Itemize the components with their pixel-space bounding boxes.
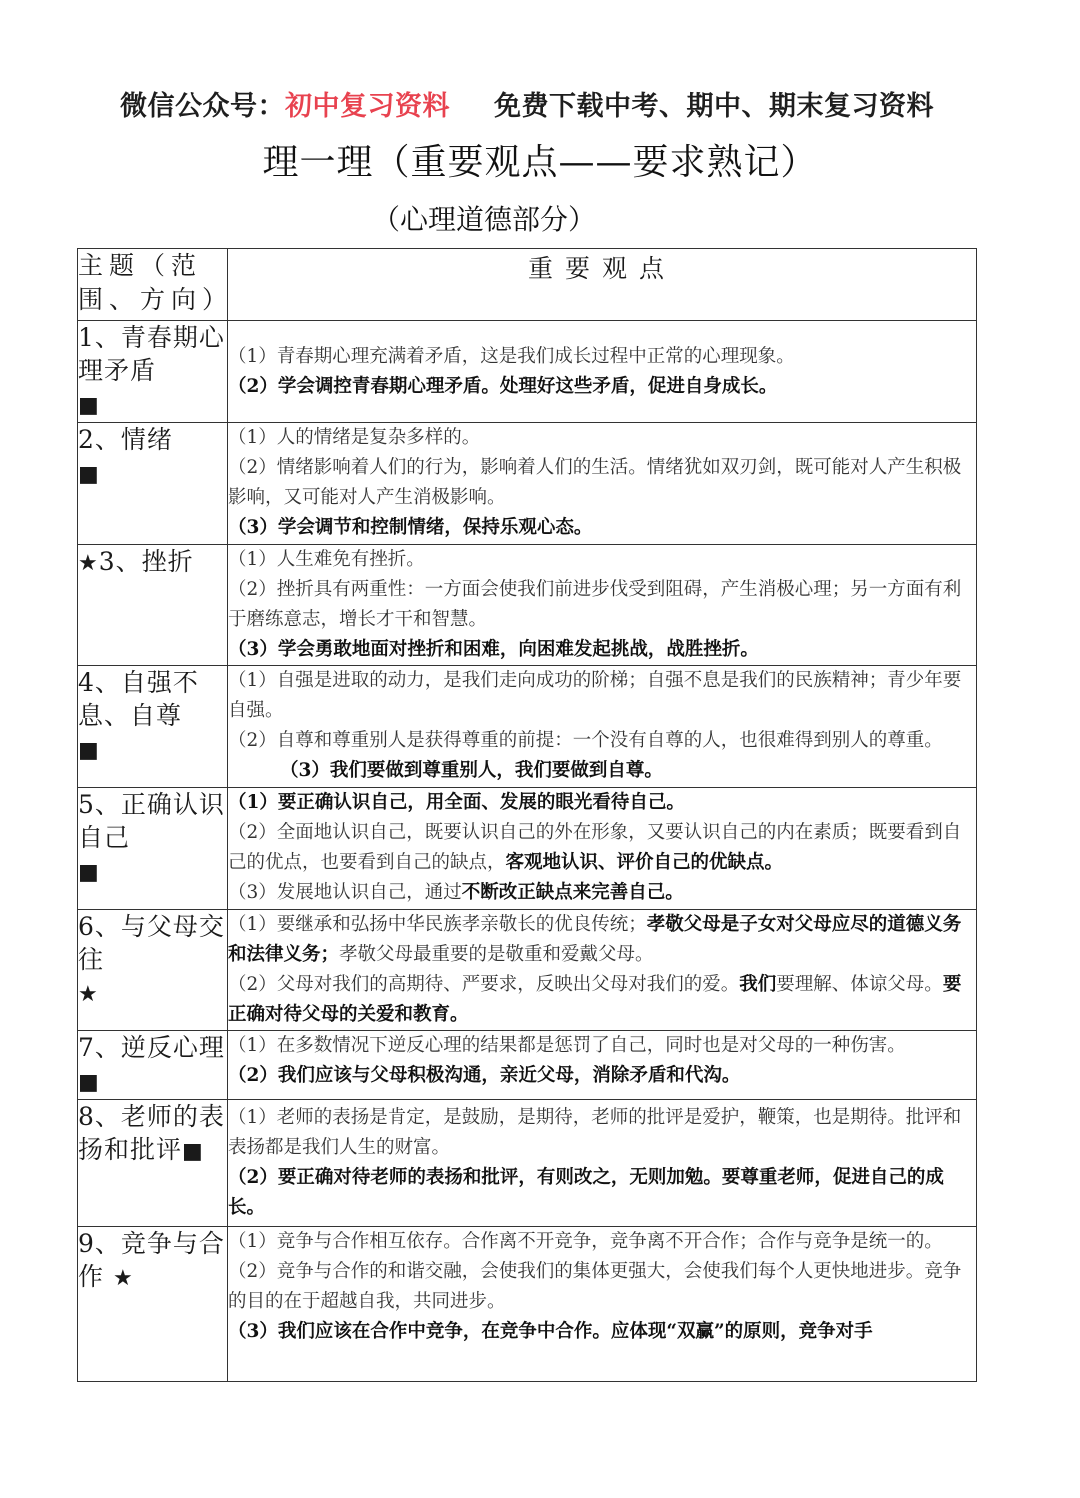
point-text: （2）全面地认识自己，既要认识自己的外在形象，又要认识自己的内在素质；既要看到自己的优点，也要看到自己的缺点， [228,822,962,873]
square-marker-icon: ■ [78,393,100,418]
point-text-bold: 我们 [739,974,777,995]
point-text: （1）人的情绪是复杂多样的。 [228,427,481,448]
topic-cell [78,1031,228,1100]
topic-text: 8、老师的表扬和批评 [78,1102,225,1164]
point-text: （2）挫折具有两重性：一方面会使我们前进步伐受到阻碍，产生消极心理；另一方面有利于磨练意志，增长才干和智慧。 [228,579,962,630]
point-text: （1）老师的表扬是肯定，是鼓励，是期待，老师的批评是爱护，鞭策，也是期待。批评和表扬都是我们人生的财富。 [228,1107,962,1158]
point-text: （3）我们应该在合作中竞争，在竞争中合作。应体现“双赢”的原则，竞争对手 [228,1321,873,1342]
table-header-row [78,249,977,321]
point-text: （1）竞争与合作相互依存。合作离不开竞争，竞争离不开合作；合作与竞争是统一的。 [228,1231,943,1252]
point-text: （2）情绪影响着人们的行为，影响着人们的生活。情绪犹如双刃剑，既可能对人产生积极影响，又可能对人产生消极影响。 [228,457,962,508]
table-row [78,1227,977,1382]
point-text: （1）要正确认识自己，用全面、发展的眼光看待自己。 [228,792,685,813]
topic-column-header: 主题（范围、方向） [78,249,228,321]
point-text: （2）我们应该与父母积极沟通，亲近父母，消除矛盾和代沟。 [228,1065,741,1086]
table-row [78,423,977,545]
banner-tagline: 免费下载中考、期中、期末复习资料 [494,91,934,122]
points-cell [228,1100,977,1227]
point-text-bold: 客观地认识、评价自己的优缺点。 [505,852,784,873]
banner [120,84,960,124]
points-cell [228,423,977,545]
point-text-bold: 不断改正缺点来完善自己。 [461,882,684,903]
point-text: （2）自尊和尊重别人是获得尊重的前提：一个没有自尊的人，也很难得到别人的尊重。 [228,730,943,751]
table-row [78,910,977,1031]
points-cell [228,545,977,666]
points-cell [228,321,977,423]
point-text: （2）学会调控青春期心理矛盾。处理好这些矛盾，促进自身成长。 [228,375,778,397]
topic-text: 4、自强不息、自尊 [78,668,199,730]
points-column-header: 重要观点 [228,249,977,321]
banner-prefix: 微信公众号： [120,91,285,122]
table-row [78,545,977,666]
points-cell [228,788,977,910]
topic-text: 2、情绪 [78,425,173,454]
point-text: （1）青春期心理充满着矛盾，这是我们成长过程中正常的心理现象。 [228,345,795,367]
points-cell [228,666,977,788]
table-row [78,666,977,788]
point-text: （1）在多数情况下逆反心理的结果都是惩罚了自己，同时也是对父母的一种伤害。 [228,1035,906,1056]
star-marker-icon: ★ [78,551,99,576]
square-marker-icon: ■ [182,1139,204,1164]
topic-text: 6、与父母交往 [78,912,225,974]
topic-cell [78,321,228,423]
topic-cell [78,545,228,666]
square-marker-icon: ■ [78,1070,100,1095]
point-text: （1）要继承和弘扬中华民族孝亲敬长的优良传统； [228,914,647,935]
banner-brand: 初中复习资料 [285,91,450,122]
topic-cell [78,788,228,910]
topic-text: 7、逆反心理 [78,1033,225,1062]
topic-cell [78,666,228,788]
point-text: （2）要正确对待老师的表扬和批评，有则改之，无则加勉。要尊重老师，促进自己的成长。 [228,1167,944,1218]
point-text-bold: 孝敬父母是子女对父母应尽的道德义务和法律义务； [228,914,962,965]
square-marker-icon: ■ [78,462,100,487]
points-cell [228,910,977,1031]
topic-cell [78,910,228,1031]
page-subtitle: （心理道德部分） [372,203,597,236]
star-marker-icon: ★ [112,1266,134,1291]
topic-cell [78,1100,228,1227]
point-text: （3）我们要做到尊重别人，我们要做到自尊。 [280,760,663,781]
point-text: （1）人生难免有挫折。 [228,549,425,570]
topic-text: 5、正确认识自己 [78,790,225,852]
topic-text: 1、青春期心理矛盾 [78,323,225,385]
points-cell [228,1227,977,1382]
square-marker-icon: ■ [78,860,100,885]
point-text: （3）学会勇敢地面对挫折和困难，向困难发起挑战，战胜挫折。 [228,639,759,660]
square-marker-icon: ■ [78,738,100,763]
table-row [78,1100,977,1227]
point-text: （3）发展地认识自己，通过 [228,882,462,903]
point-text: （3）学会调节和控制情绪，保持乐观心态。 [228,517,593,538]
topic-text: 9、竞争与合作 [78,1229,225,1291]
point-text: （1）自强是进取的动力，是我们走向成功的阶梯；自强不息是我们的民族精神；青少年要自强。 [228,670,962,721]
topic-cell [78,1227,228,1382]
point-text: 孝敬父母最重要的是敬重和爱戴父母。 [339,944,654,965]
star-marker-icon: ★ [78,982,99,1007]
point-text-bold: 要正确对待父母的关爱和教育。 [228,974,962,1025]
page-title: 理一理（重要观点——要求熟记） [262,142,818,183]
table-row [78,788,977,910]
table-row [78,1031,977,1100]
point-text: 要理解、体谅父母。 [776,974,943,995]
point-text: （2）父母对我们的高期待、严要求，反映出父母对我们的爱。 [228,974,740,995]
table-row [78,321,977,423]
topic-text: 3、挫折 [98,547,194,576]
topic-cell [78,423,228,545]
key-points-table [77,248,977,1382]
point-text: （2）竞争与合作的和谐交融，会使我们的集体更强大，会使我们每个人更快地进步。竞争的目的在于超越自我，共同进步。 [228,1261,962,1312]
points-cell [228,1031,977,1100]
